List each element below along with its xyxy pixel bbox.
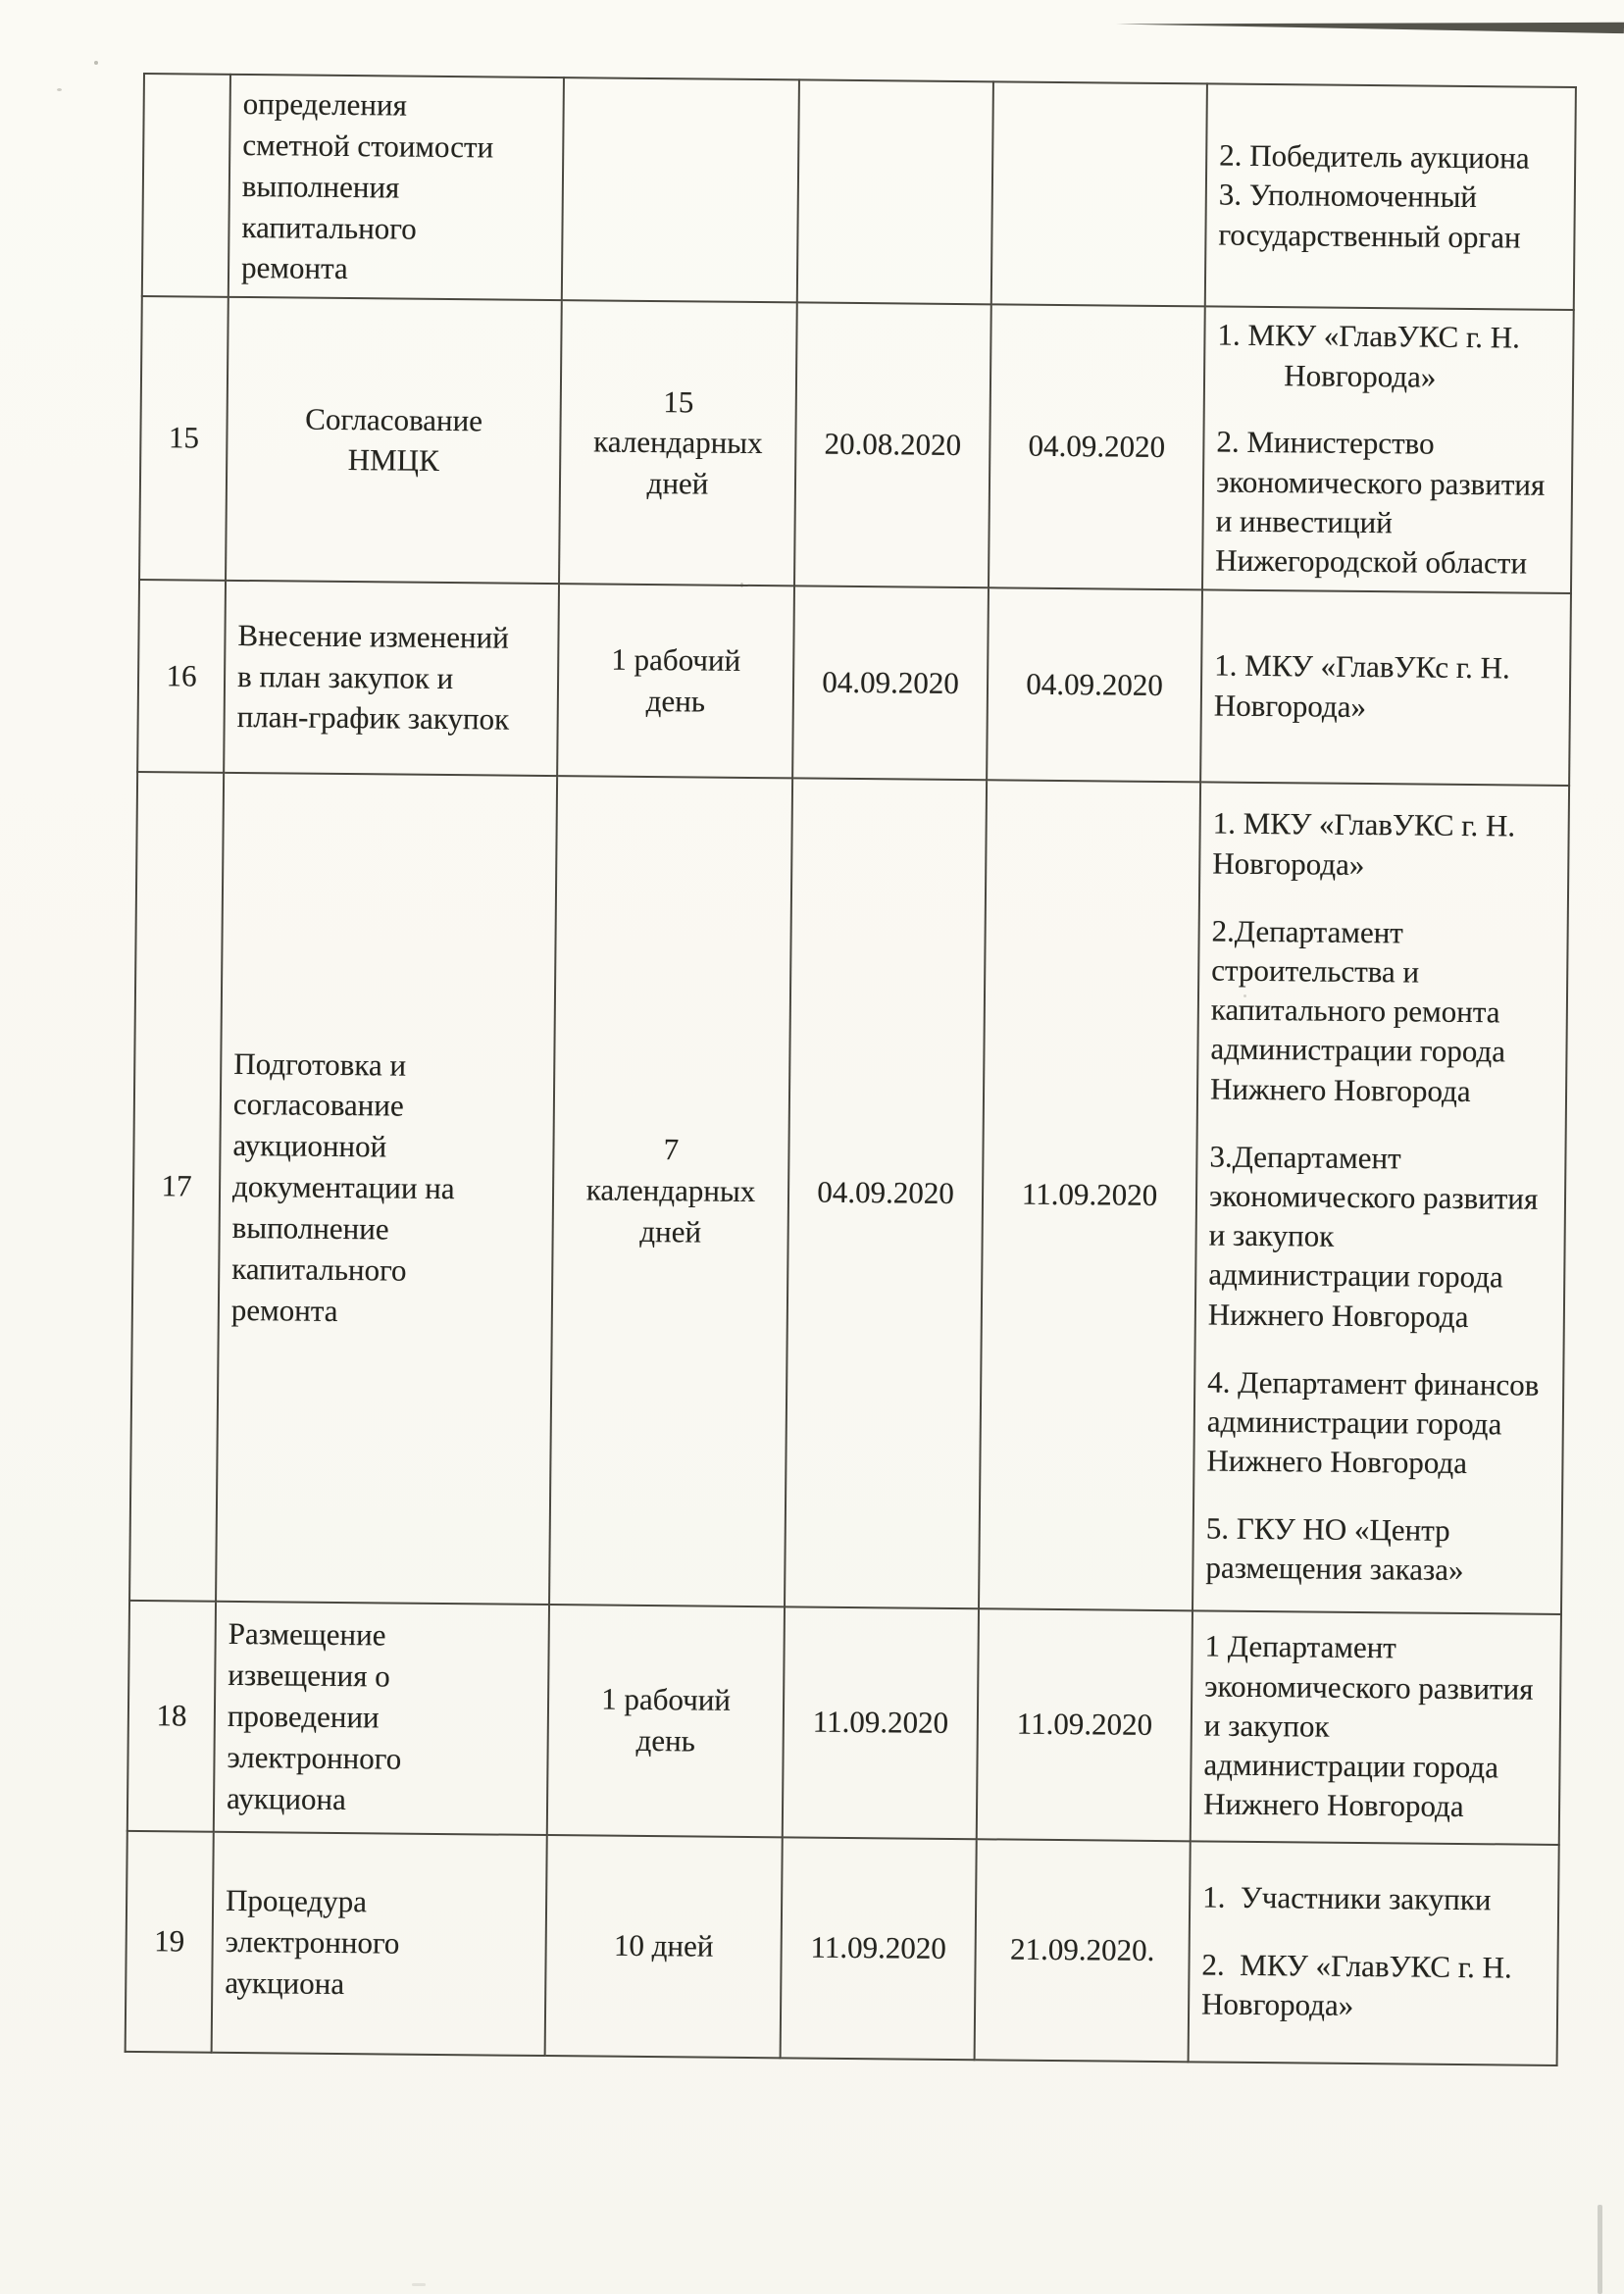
end-date-cell: 11.09.2020 <box>979 780 1200 1610</box>
responsible-item: 1. МКУ «ГлавУКС г. Н. Новгорода» <box>1212 805 1516 882</box>
activity-cell: Согласование НМЦК <box>226 297 562 584</box>
responsible-item: 4. Департамент финансов администрации города Нижнего Новгорода <box>1206 1364 1540 1481</box>
start-date-cell: 04.09.2020 <box>785 778 987 1608</box>
end-date-cell: 04.09.2020 <box>989 305 1205 589</box>
start-date-cell: 11.09.2020 <box>781 1837 977 2060</box>
duration-cell: 10 дней <box>545 1835 783 2058</box>
duration-cell: 1 рабочий день <box>557 584 794 778</box>
activity-cell: Подготовка и согласование аукционной документации на выполнение капитального ремонта <box>216 772 557 1604</box>
end-date-cell: 04.09.2020 <box>987 587 1202 782</box>
activity-cell: Внесение изменений в план закупок и план-график закупок <box>224 580 559 775</box>
duration-cell: 15 календарных дней <box>559 300 797 586</box>
scan-speck <box>94 61 98 65</box>
responsible-cell <box>1193 782 1569 1614</box>
row-number-cell: 17 <box>129 771 224 1601</box>
scan-artifact-line <box>1116 18 1624 35</box>
table-row <box>137 580 1571 786</box>
start-date-cell <box>797 79 993 304</box>
table-row <box>127 1600 1561 1844</box>
responsible-item: 1. Участники закупки <box>1202 1879 1492 1917</box>
responsible-item: 1. МКУ «ГлавУКс г. Н. Новгорода» <box>1213 647 1510 724</box>
row-number-cell: 18 <box>127 1600 216 1831</box>
responsible-item: 2. Министерство экономического развития и инвестиций Нижегородской области <box>1215 424 1546 581</box>
table-row <box>142 74 1576 310</box>
table-row <box>129 771 1569 1613</box>
table-row <box>139 296 1574 592</box>
row-number-cell <box>142 74 230 297</box>
responsible-item: 3.Департамент экономического развития и закупок администрации города Нижнего Новгорода <box>1207 1139 1539 1334</box>
scan-speck <box>412 2283 426 2286</box>
schedule-table-container <box>125 73 1575 2065</box>
end-date-cell: 11.09.2020 <box>977 1608 1193 1841</box>
duration-cell: 1 рабочий день <box>547 1605 785 1837</box>
responsible-item: 1 Департамент экономического развития и закупок администрации города Нижнего Новгорода <box>1202 1628 1534 1824</box>
responsible-item: 5. ГКУ НО «Центр размещения заказа» <box>1205 1510 1464 1588</box>
responsible-cell <box>1205 83 1576 310</box>
duration-cell: 7 календарных дней <box>549 776 792 1606</box>
row-number-cell: 16 <box>137 580 226 773</box>
row-number-cell: 19 <box>126 1830 214 2052</box>
responsible-cell <box>1202 307 1574 593</box>
responsible-item: 2. МКУ «ГлавУКС г. Н. Новгорода» <box>1200 1947 1512 2023</box>
start-date-cell: 20.08.2020 <box>794 303 991 587</box>
responsible-cell <box>1191 1610 1561 1845</box>
activity-cell: определения сметной стоимости выполнения капитального ремонта <box>228 75 564 300</box>
schedule-table <box>125 73 1577 2065</box>
responsible-item: 2. Победитель аукциона <box>1219 137 1530 176</box>
start-date-cell: 04.09.2020 <box>792 586 989 780</box>
duration-cell <box>562 77 799 303</box>
responsible-cell <box>1189 1841 1559 2065</box>
page-edge-shadow <box>1598 2205 1602 2294</box>
end-date-cell <box>991 81 1207 306</box>
responsible-item: 2.Департамент строительства и капитального ремонта администрации города Нижнего Новгорода <box>1209 913 1506 1108</box>
start-date-cell: 11.09.2020 <box>783 1606 979 1839</box>
table-row <box>126 1830 1559 2065</box>
responsible-item: 1. МКУ «ГлавУКС г. Н. Новгорода» <box>1217 317 1521 394</box>
row-number-cell: 15 <box>139 296 228 580</box>
activity-cell: Размещение извещения о проведении электронного аукциона <box>214 1601 549 1834</box>
responsible-item: 3. Уполномоченный государственный орган <box>1218 177 1521 255</box>
scan-speck <box>57 88 62 91</box>
activity-cell: Процедура электронного аукциона <box>212 1831 547 2055</box>
responsible-cell <box>1200 589 1571 786</box>
end-date-cell: 21.09.2020. <box>975 1839 1191 2062</box>
